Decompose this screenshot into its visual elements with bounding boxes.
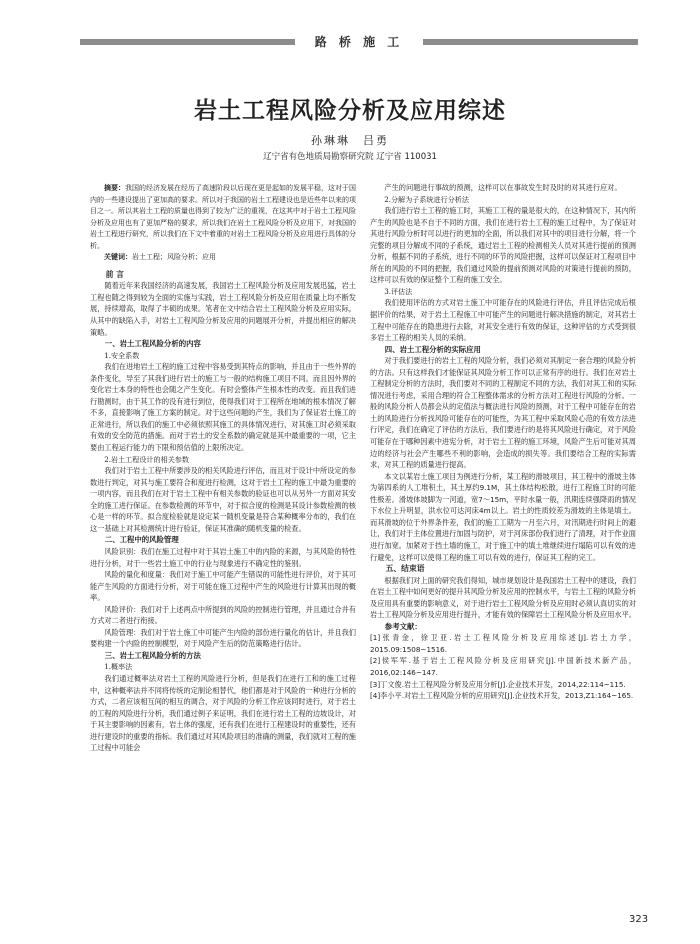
header-rule-right bbox=[423, 39, 638, 45]
body-paragraph: 对于我们要进行的岩土工程的风险分析，我们必须对其制定一套合理的风险分析的方法。只有这样我们才能保证其风险分析工作可以正常有序的进行。我们在对岩土工程制定分析的方法时，我们要对不同的工程制定不同的方法，我们对其工和的实际情况进行考虑，采用合理的符合工程整体需求的分析方法对工程进行风险的分析。一般的风险分析人员都会从的定值法与概法进行风险的预测，对于工程中可能存在的岩土的风险进行分析找风险可能存在的可能性，为其工程中采取风险心范的有效方法进行评定，我们在确定了评估的方法后，我们要进行的是将其风险进行确定，对于风险可能存在于哪种因素中进宪分析，对于岩土工程的施工环境，风险产生后可能对其周边的经济与社会产生哪些不利的影响，会造成的损失等。我们要结合工程的实际需求，对其工程的质量进行提高。 bbox=[370, 356, 636, 470]
body-paragraph: 我们进行岩土工程的施工时，其施工工程的量是很大的，在这种情况下，其内所产生的风险也是不自于不同的方面，我们在进行岩土工程的施工过程中，为了保证对其进行风险分析时可以进行的更加的全面，所以我们对其中的项目进行分解，将一个完整的项目分解成不同的子系统，通过岩土工程的检测相关人员对其进行提前的预测分析，根据不同的子系统，进行不同的环节的风险把握，这样可以保证对工程项目中所在的风险的不同的把握，我们通过风险的提前预测对风险的对策进行提前的预防，这样可以有效的保证整个工程的施工安全。 bbox=[370, 206, 636, 285]
left-column bbox=[90, 182, 356, 754]
subsection-heading: 3.评估法 bbox=[384, 286, 413, 296]
header-section-label: 路 桥 施 工 bbox=[314, 35, 404, 49]
right-column bbox=[370, 182, 636, 702]
body-paragraph: 风险管理：我们对于岩土施工中可能产生内险的部份进行量化的估计，并且我们要构建一个内险的控制模型，对于风险产生后的防范策略进行估计。 bbox=[90, 627, 356, 649]
affiliation: 辽宁省有色地质局勘察研究院 辽宁省 110031 bbox=[263, 152, 437, 162]
body-paragraph: 我们使用评估的方式对岩土施工中可能存在的风险进行评估，并且评估完成后根据评价的结果，对于岩土工程施工中可能产生的问题进行解决措施的制定，对其岩土工程中可能存在的隐患进行去除，对其安全进行有效的保证，这种评估的方式受到很多岩土工程的相关人员的采纳。 bbox=[370, 298, 636, 343]
intro-paragraph: 随着近年来我国经济的高速发展，我国岩土工程风险分析及应用发展迅猛，岩土工程也随之得到较为全面的实施与实践，岩土工程风险分析及应用在质量上均不断发展，持续增高，取得了丰硕的成果。笔者在文中结合岩土工程风险分析及应用实际，从其中的缺陷入手，对岩土工程风险分析及应用的问题展开分析，并提出相应的解决策略。 bbox=[90, 281, 356, 337]
intro-heading: 前 言 bbox=[105, 269, 124, 279]
subsection-heading: 2.分解为子系统进行分析法 bbox=[384, 194, 469, 204]
page-number: 323 bbox=[629, 914, 649, 925]
body-paragraph: 我们在进地岩土工程的施工过程中容易受到其特点的影响，并且由于一些外界的条件变化，导至了其我们进行岩土的施工与一般的结构施工项目不同。而且因外界的变化岩土本身的特性也会随之产生变化。有时会整体产生根本性的改变。而且我们进行勘测时，由于其工作的没有进行到位，使得我们对于工程所在地域的根本情况了解不多，直接影响了施工方案的制定。对于这些问题的产生，我们为了保证岩土施工的正常进行，所以我们的施工中必须依照其施工的具体情况进行，对其施工时必须采取有效的安全防范的措施。而对于岩土的安全系数的确定就是其中最重要的一项，它主要由工程运行能力的下限和预估值的上限所决定。 bbox=[90, 362, 356, 453]
keywords-label: 关键词： bbox=[104, 253, 132, 262]
body-paragraph: 风险的量化和度量：我们对于施工中可能产生错误的可能性进行评价，对于其可能产生风险的方面进行分析，对于可能在施工过程中产生的风险进行计算其出现的概率。 bbox=[90, 570, 356, 603]
section-heading: 一、岩土工程风险分析的内容 bbox=[104, 339, 201, 349]
section-heading: 二、工程中的风险管理 bbox=[104, 535, 179, 545]
reference-item: [1]张青金，徐卫亚.岩土工程风险分析及应用综述[J].岩土力学，2015.09:1508~1516. bbox=[370, 633, 636, 654]
body-paragraph: 风险评价：我们对于上述两点中所提到的风险的控制进行管理，并且通过合并有方式对二者进行衔接。 bbox=[90, 604, 356, 626]
running-header bbox=[80, 35, 638, 49]
article-title: 岩土工程风险分析及应用综述 bbox=[194, 98, 506, 124]
subsection-heading: 2.岩土工程设计的相关参数 bbox=[104, 454, 189, 464]
body-paragraph: 本文以某岩土施工项目为例进行分析，某工程的滑坡项目，其工程中的滑坡主体为第四系的人工堆积土，其土厚约9.1M，其土体结构松散，进行工程施工时的可能性极差。滑坡体坡脚为一河道，宽7～15m，平时水量一般，汛期连续强降雨的情况下水位上升明显，洪水位可达河床4m以上。岩土的性质较差为滑坡的主体是填土。而其滑坡的位于外界条件差，我们的施工工期为一月至六月，对汛期进行时间上的避让，我们对于主体位置进行加固与防护，对于河床部份我们进行了清理，对于作业面进行加宽。加紧对于挡土墙的施工，对于施工中的填土堆继续进行塌陷可以有效的进行避免，这样可以使得工程的施工可以有效的进行，保证其工程的完工。 bbox=[370, 471, 636, 562]
subsection-heading: 1.概率法 bbox=[104, 662, 133, 672]
subsection-heading: 1.安全系数 bbox=[104, 350, 140, 360]
body-paragraph: 我们通过概率法对岩土工程的风险进行分析，但是我们在进行工和的施工过程中，这种概率法并不同将传统的定制论相替代，他们都是对于风险的一种进行分析的方式，二者应该相互间的相互的调合，对于风险的分析工作应该同时进行，对于岩土的工程的风险进行分析，我们通过例子来证明，我们在进行岩土工程的边坡设计，对于其主要影响的因素有，岩土体的强度，还有我们在进行工程建设时的重要性，还有进行建设时的重要的指标。我们通过对其风险项目的准确的测量，我们就对工程的施工过程中可能会 bbox=[90, 673, 356, 753]
abstract-label: 摘要： bbox=[104, 183, 125, 192]
abstract-text: 我国的经济发展在经历了高速阶段以后现在更是起如的发展平稳，这对于国内的一些建设提出了更加高的要求。所以对于我国的岩土工程建设也是近些年以来的项目之一。所以其岩土工程的质量也得到了较为广泛的重视，在这其中对于岩土工程风险分析及应用也有了更加严格的要求，所以我们在岩土工程风险分析及应用下，对我国的岩土工程进行研究，所以我们在下文中着重的对岩土工程风险分析及应用进行具体的分析。 bbox=[90, 184, 356, 250]
authors: 孙琳琳 吕勇 bbox=[311, 134, 389, 147]
references-heading: 参考文献： bbox=[384, 621, 422, 631]
section-heading: 三、岩土工程风险分析的方法 bbox=[104, 650, 201, 660]
keywords-text: 岩土工程；风险分析；应用 bbox=[132, 253, 216, 262]
reference-item: [3]丁文俊.岩土工程风险分析及应用分析[J].企业技术开发，2014,22:114~115. bbox=[370, 679, 626, 689]
body-paragraph: 我们对于岩土工程中所要涉及的相关风险进行评估，而且对于设计中所设定的参数进行判定，对其与施工要符合和度进行检测，这对于岩土工程的施工中最为重要的一项内容，而且我们在对于岩土工程中有相关参数的验证也可以从另外一方面对其安全的施工进行保证。在参数检测的环节中，对于拟合度的检测是其设计参数检测的核心是一样的环节。拟合度检验就是设定某一随机变量是符合某种概率分布的，我们在这一基础上对其检测统计进行验证，保证其准确的随机变量的检查。 bbox=[90, 466, 356, 533]
reference-item: [2]侯军军.基于岩土工程风险分析及应用研究[J].中国新技术新产品，2016,02:146~147. bbox=[370, 656, 636, 677]
body-paragraph: 产生的问题进行事故的预测，这样可以在事故发生时及时的对其进行应对。 bbox=[384, 183, 622, 192]
section-heading: 四、岩土工程分析的实际应用 bbox=[384, 344, 481, 354]
body-paragraph: 根据我们对上面的研究我们得知，城市规划设计是我国岩土工程中的建设，我们在岩土工程中如何更好的提升其风险分析及应用的控制水平，与岩土工程的风险分析及应用具有重要的影响意义，对于进行岩土工程风险分析及应用时必须认真切实的对岩土工程风险分析及应用进行提升，才能有效的保障岩土工程风险分析及应用水平。 bbox=[370, 575, 636, 620]
reference-item: [4]李小平.对岩土工程风险分析的应用研究[J].企业技术开发，2013,Z1:164~165. bbox=[370, 691, 634, 701]
keywords bbox=[90, 252, 356, 264]
abstract bbox=[90, 182, 356, 252]
conclusion-heading: 五、结束语 bbox=[385, 564, 425, 574]
body-paragraph: 风险识别：我们在施工过程中对于其岩土施工中的内险的来源，与其风险的特性进行分析，对于一些岩土施工中的行业与现象进行不确定性的鉴别。 bbox=[90, 546, 356, 568]
